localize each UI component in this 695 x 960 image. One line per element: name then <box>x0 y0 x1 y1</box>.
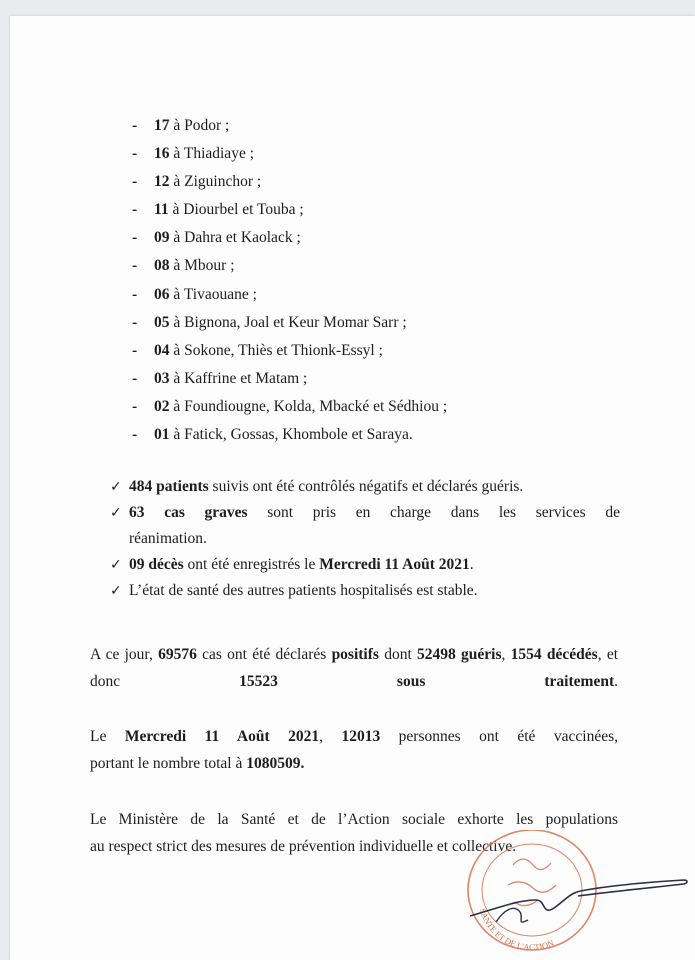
list-item: - 05 à Bignona, Joal et Keur Momar Sarr ; <box>132 309 447 337</box>
stamp-text: SANTE ET DE L'ACTION <box>477 907 556 953</box>
list-item: - 01 à Fatick, Gossas, Khombole et Saraya. <box>132 421 447 449</box>
dash-bullet: - <box>132 173 138 191</box>
list-item: - 11 à Diourbel et Touba ; <box>132 196 447 224</box>
list-item: - 17 à Podor ; <box>132 112 447 140</box>
checkmark-icon: ✓ <box>110 479 122 495</box>
dash-bullet: - <box>132 285 138 303</box>
checklist-item-recovered: ✓ 484 patients suivis ont été contrôlés négatifs et déclarés guéris. <box>110 474 620 500</box>
signature-stroke <box>470 880 687 916</box>
checkmark-icon: ✓ <box>110 583 122 599</box>
closing-paragraph: Le Ministère de la Santé et de l’Action sociale exhorte les populations au respect strict des mesures de prévention individuelle et collective. <box>90 811 618 855</box>
list-item: - 09 à Dahra et Kaolack ; <box>132 224 447 252</box>
dash-bullet: - <box>132 257 138 275</box>
summary-paragraph: A ce jour, 69576 cas ont été déclarés positifs dont 52498 guéris, 1554 décédés, et donc 15523 sous traitement. <box>90 646 619 690</box>
dash-bullet: - <box>132 313 138 331</box>
checklist-item-severe: ✓ 63 cas graves sont pris en charge dans les services de <box>110 500 620 526</box>
vaccination-paragraph: Le Mercredi 11 Août 2021, 12013 personnes ont été vaccinées, portant le nombre total à 1080509. <box>90 728 619 772</box>
list-item: - 03 à Kaffrine et Matam ; <box>132 365 447 393</box>
list-item: - 12 à Ziguinchor ; <box>132 168 447 196</box>
dash-bullet: - <box>132 397 138 415</box>
checklist-item-severe-cont: réanimation. <box>129 530 207 547</box>
list-item: - 02 à Foundiougne, Kolda, Mbacké et Sédhiou ; <box>132 393 447 421</box>
checkmark-icon: ✓ <box>110 557 122 573</box>
checklist-item-stable: ✓ L’état de santé des autres patients hospitalisés est stable. <box>110 578 620 604</box>
checklist-item-deaths: ✓ 09 décès ont été enregistrés le Mercredi 11 Août 2021. <box>110 552 620 578</box>
dash-bullet: - <box>132 145 138 163</box>
dash-bullet: - <box>132 369 138 387</box>
list-item: - 06 à Tivaouane ; <box>132 281 447 309</box>
list-item: - 08 à Mbour ; <box>132 252 447 280</box>
checkmark-icon: ✓ <box>110 505 122 521</box>
official-stamp-signature <box>458 830 695 956</box>
dash-bullet: - <box>132 229 138 247</box>
status-checklist <box>110 474 620 604</box>
dash-bullet: - <box>132 426 138 444</box>
list-item: - 04 à Sokone, Thiès et Thionk-Essyl ; <box>132 337 447 365</box>
dash-bullet: - <box>132 341 138 359</box>
dash-bullet: - <box>132 117 138 134</box>
dash-bullet: - <box>132 201 138 219</box>
list-item: - 16 à Thiadiaye ; <box>132 140 447 168</box>
locality-list <box>132 112 447 449</box>
